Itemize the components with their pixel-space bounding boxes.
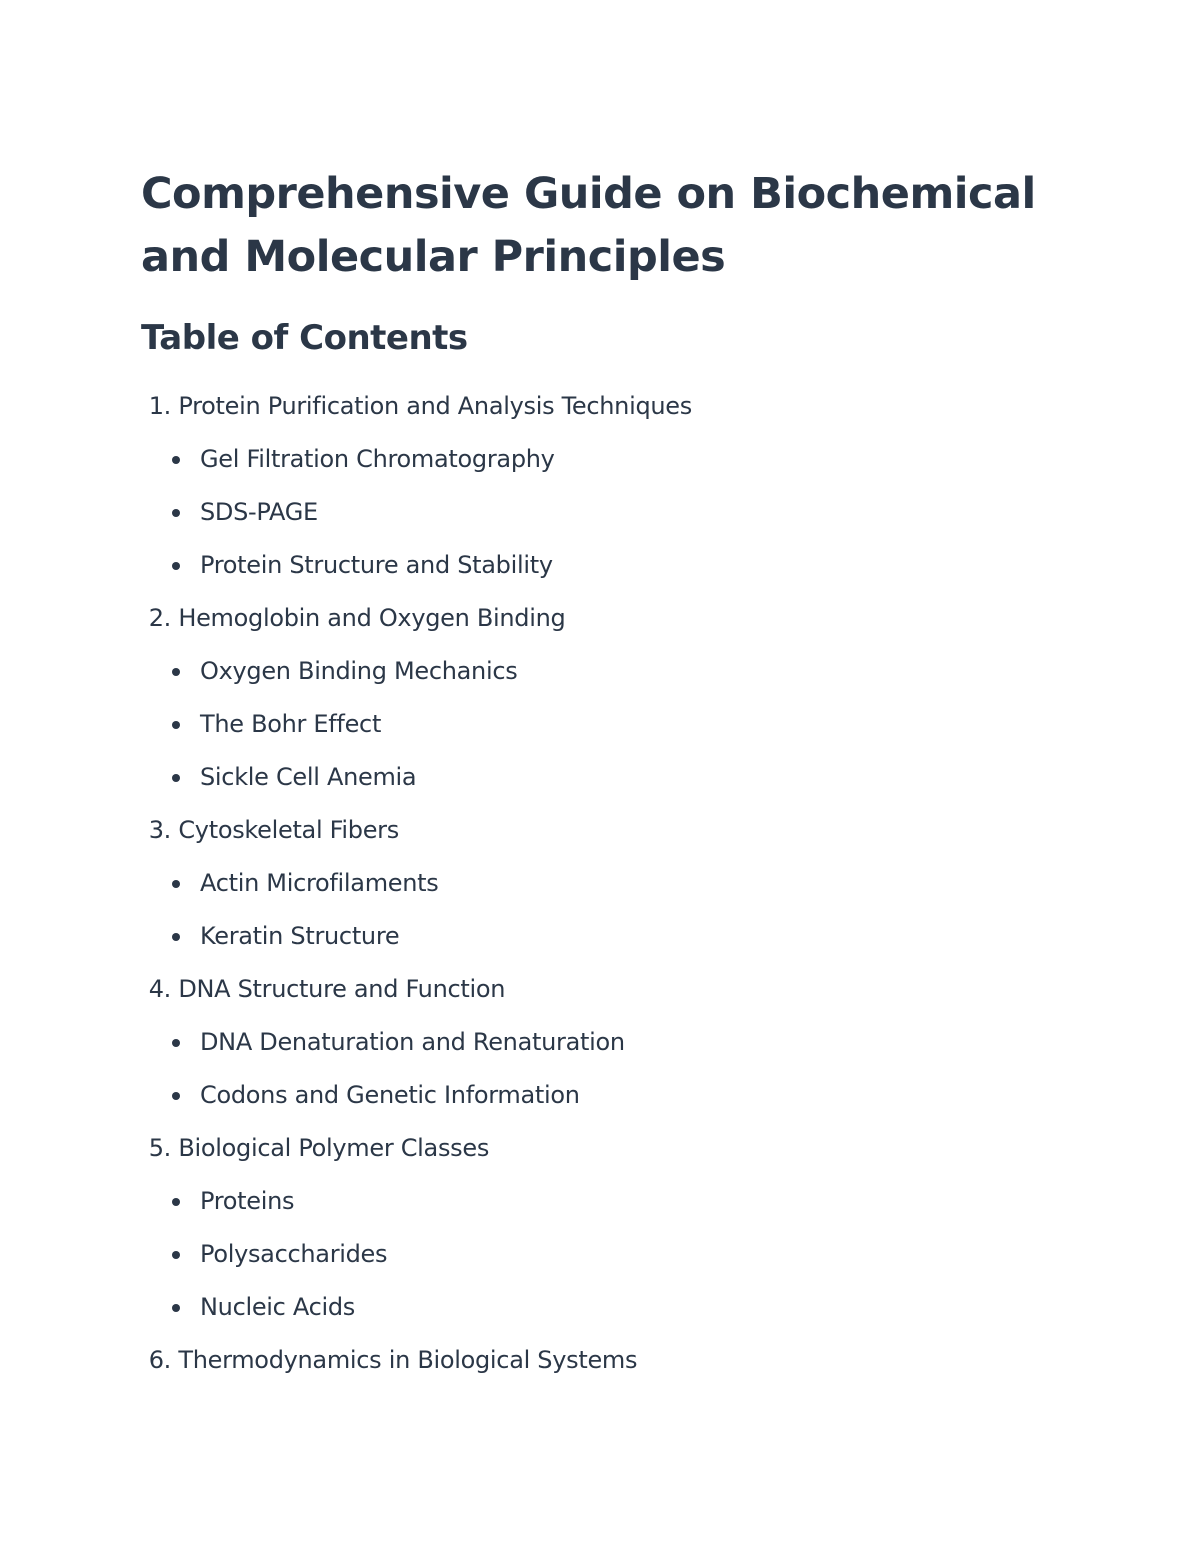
bullet-icon <box>172 456 180 464</box>
bullet-icon <box>172 774 180 782</box>
section-number: 1. <box>148 392 171 420</box>
toc-subsection-link[interactable] <box>141 1175 1041 1228</box>
toc-section-link[interactable] <box>141 1122 1041 1175</box>
bullet-icon <box>172 880 180 888</box>
toc-subsection-link[interactable] <box>141 1016 1041 1069</box>
subsection-list <box>141 433 1041 592</box>
section-title: DNA Structure and Function <box>178 975 506 1003</box>
section-number: 6. <box>148 1346 171 1374</box>
toc-section-link[interactable] <box>141 1334 1041 1387</box>
subsection-title: Codons and Genetic Information <box>200 1081 580 1109</box>
subsection-list <box>141 1175 1041 1334</box>
section-number: 4. <box>148 975 171 1003</box>
toc-section <box>141 1122 1041 1334</box>
subsection-list <box>141 1016 1041 1122</box>
subsection-title: Polysaccharides <box>200 1240 388 1268</box>
toc-section <box>141 804 1041 963</box>
toc-section <box>141 963 1041 1122</box>
section-title: Cytoskeletal Fibers <box>178 816 399 844</box>
section-number: 3. <box>148 816 171 844</box>
subsection-title: Proteins <box>200 1187 295 1215</box>
toc-section-link[interactable] <box>141 804 1041 857</box>
section-title: Biological Polymer Classes <box>178 1134 490 1162</box>
document-title: Comprehensive Guide on Biochemical and Molecular Principles <box>141 169 1036 282</box>
bullet-icon <box>172 933 180 941</box>
bullet-icon <box>172 1198 180 1206</box>
toc-subsection-link[interactable] <box>141 1228 1041 1281</box>
section-title: Hemoglobin and Oxygen Binding <box>178 604 566 632</box>
section-number: 5. <box>148 1134 171 1162</box>
toc-section <box>141 380 1041 592</box>
toc-section-link[interactable] <box>141 592 1041 645</box>
subsection-title: Oxygen Binding Mechanics <box>200 657 518 685</box>
section-title: Protein Purification and Analysis Techniques <box>178 392 692 420</box>
subsection-title: Actin Microfilaments <box>200 869 439 897</box>
toc-subsection-link[interactable] <box>141 539 1041 592</box>
subsection-title: Protein Structure and Stability <box>200 551 553 579</box>
bullet-icon <box>172 1092 180 1100</box>
subsection-title: The Bohr Effect <box>200 710 382 738</box>
toc-subsection-link[interactable] <box>141 1069 1041 1122</box>
subsection-title: Keratin Structure <box>200 922 400 950</box>
subsection-list <box>141 857 1041 963</box>
subsection-title: Sickle Cell Anemia <box>200 763 417 791</box>
toc-subsection-link[interactable] <box>141 698 1041 751</box>
bullet-icon <box>172 1039 180 1047</box>
bullet-icon <box>172 721 180 729</box>
subsection-title: SDS-PAGE <box>200 498 318 526</box>
bullet-icon <box>172 1251 180 1259</box>
toc-subsection-link[interactable] <box>141 910 1041 963</box>
subsection-title: Nucleic Acids <box>200 1293 355 1321</box>
toc-subsection-link[interactable] <box>141 751 1041 804</box>
bullet-icon <box>172 1304 180 1312</box>
toc-subsection-link[interactable] <box>141 486 1041 539</box>
toc-section-link[interactable] <box>141 380 1041 433</box>
section-title: Thermodynamics in Biological Systems <box>178 1346 638 1374</box>
subsection-title: DNA Denaturation and Renaturation <box>200 1028 625 1056</box>
toc-heading: Table of Contents <box>141 318 468 358</box>
toc-section <box>141 1334 1041 1387</box>
toc-subsection-link[interactable] <box>141 857 1041 910</box>
toc-section-link[interactable] <box>141 963 1041 1016</box>
toc-subsection-link[interactable] <box>141 433 1041 486</box>
subsection-title: Gel Filtration Chromatography <box>200 445 555 473</box>
toc-section <box>141 592 1041 804</box>
table-of-contents <box>141 380 1041 1387</box>
section-number: 2. <box>148 604 171 632</box>
bullet-icon <box>172 562 180 570</box>
toc-subsection-link[interactable] <box>141 1281 1041 1334</box>
toc-subsection-link[interactable] <box>141 645 1041 698</box>
bullet-icon <box>172 668 180 676</box>
bullet-icon <box>172 509 180 517</box>
subsection-list <box>141 645 1041 804</box>
